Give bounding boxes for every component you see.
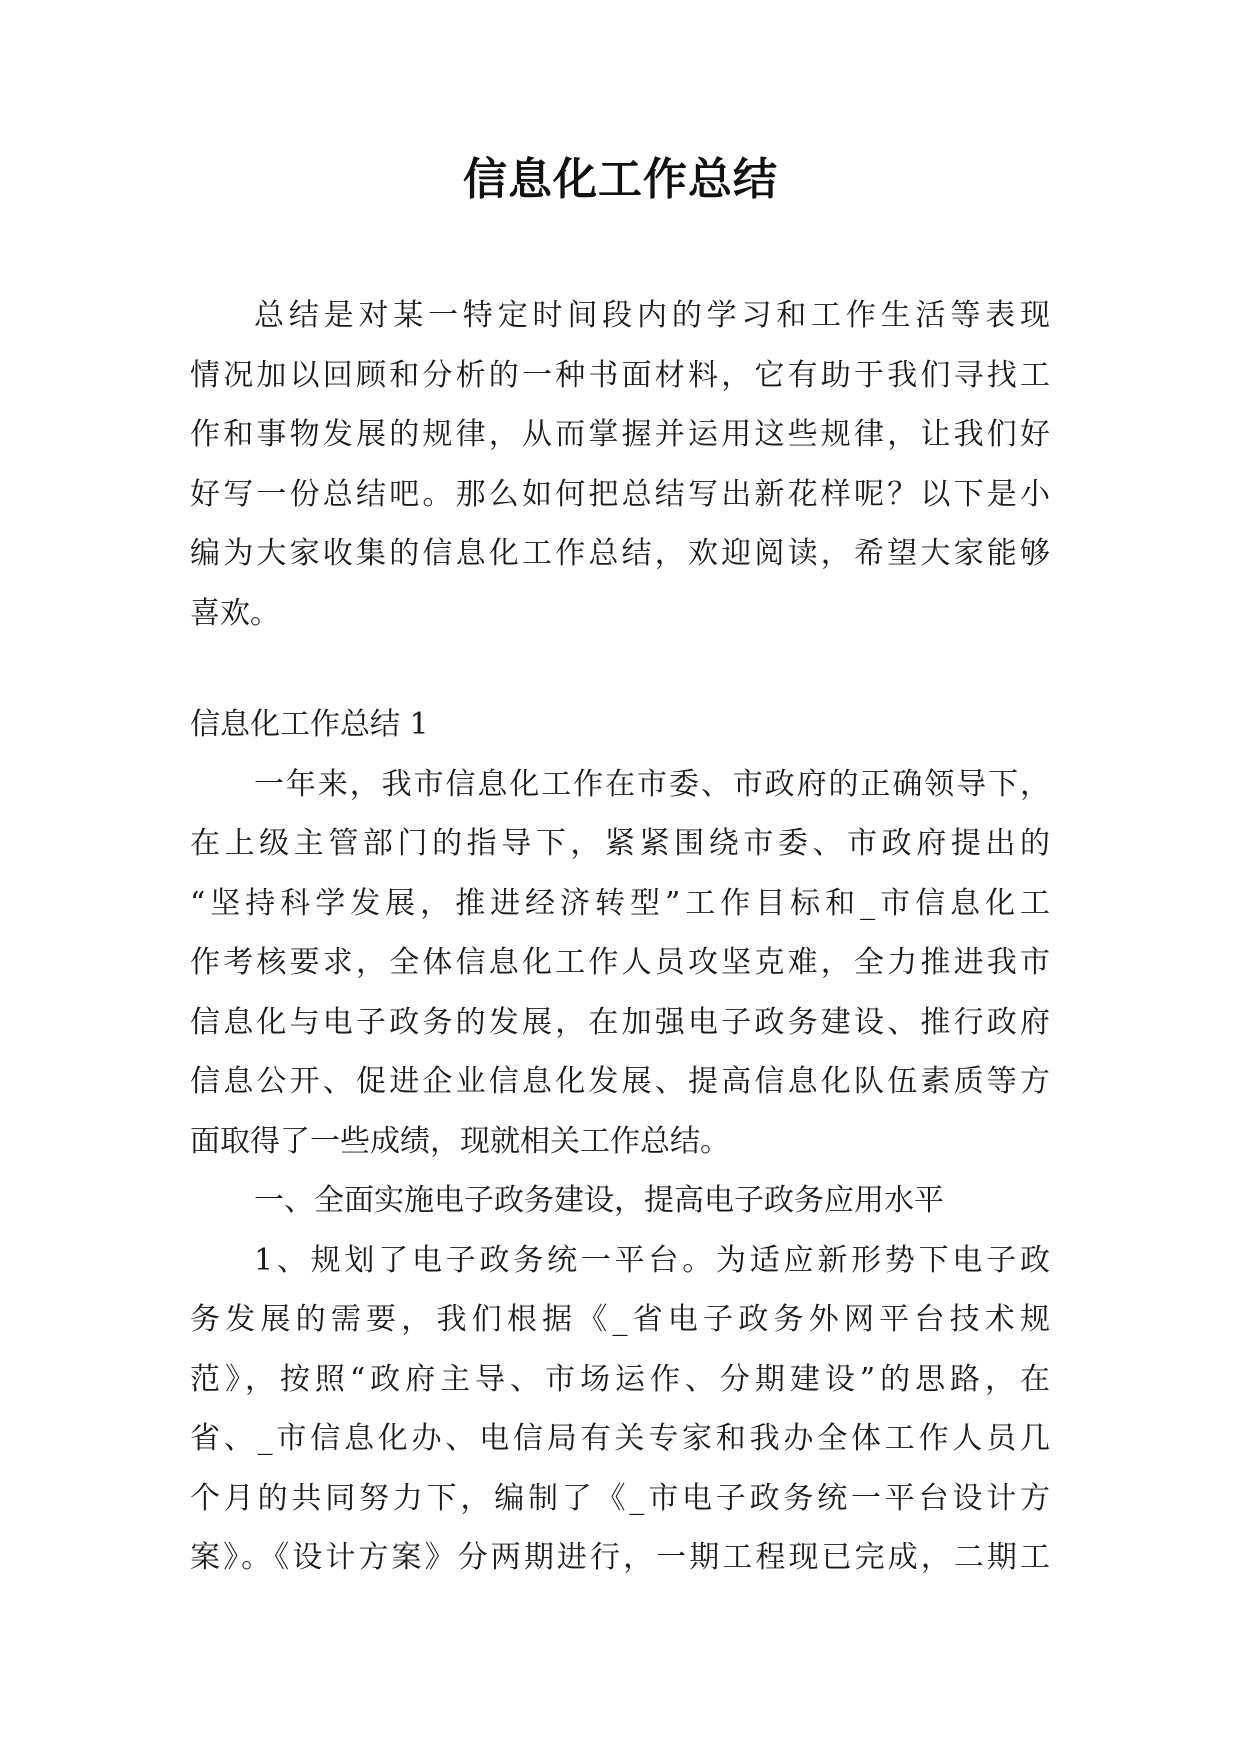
text-line: “坚持科学发展，推进经济转型”工作目标和_市信息化工	[190, 885, 1050, 921]
text-line: 1、规划了电子政务统一平台。为适应新形势下电子政	[254, 1242, 1050, 1278]
text-line: 个月的共同努力下，编制了《_市电子政务统一平台设计方	[190, 1480, 1050, 1516]
text-line: 在上级主管部门的指导下，紧紧围绕市委、市政府提出的	[190, 826, 1050, 861]
text-line: 面取得了一些成绩，现就相关工作总结。	[190, 1123, 730, 1159]
section-heading: 信息化工作总结 1	[190, 707, 429, 742]
body-paragraph-1	[190, 755, 1050, 1172]
text-line: 信息公开、促进企业信息化发展、提高信息化队伍素质等方	[190, 1064, 1050, 1099]
document-body	[190, 286, 1050, 1588]
text-line: 一年来，我市信息化工作在市委、市政府的正确领导下，	[254, 766, 1050, 802]
text-line: 喜欢。	[190, 595, 280, 631]
body-paragraph-2	[190, 1231, 1050, 1588]
text-line: 务发展的需要，我们根据《_省电子政务外网平台技术规	[190, 1302, 1050, 1337]
text-line: 总结是对某一特定时间段内的学习和工作生活等表现	[254, 298, 1050, 333]
text-line: 省、_市信息化办、电信局有关专家和我办全体工作人员几	[190, 1421, 1050, 1456]
text-line: 情况加以回顾和分析的一种书面材料，它有助于我们寻找工	[190, 357, 1050, 393]
text-line: 范》，按照“政府主导、市场运作、分期建设”的思路，在	[190, 1361, 1050, 1397]
text-line: 案》。《设计方案》分两期进行，一期工程现已完成，二期工	[190, 1540, 1050, 1575]
document-title: 信息化工作总结	[463, 154, 778, 205]
text-line: 好写一份总结吧。那么如何把总结写出新花样呢？以下是小	[190, 476, 1050, 512]
text-line: 作和事物发展的规律，从而掌握并运用这些规律，让我们好	[190, 417, 1050, 452]
text-line: 作考核要求，全体信息化工作人员攻坚克难，全力推进我市	[190, 945, 1050, 980]
paragraph-gap	[190, 643, 1050, 695]
intro-paragraph	[190, 286, 1050, 643]
subheading: 一、全面实施电子政务建设，提高电子政务应用水平	[254, 1183, 944, 1218]
text-line: 信息化与电子政务的发展，在加强电子政务建设、推行政府	[190, 1004, 1050, 1040]
text-line: 编为大家收集的信息化工作总结，欢迎阅读，希望大家能够	[190, 536, 1050, 571]
